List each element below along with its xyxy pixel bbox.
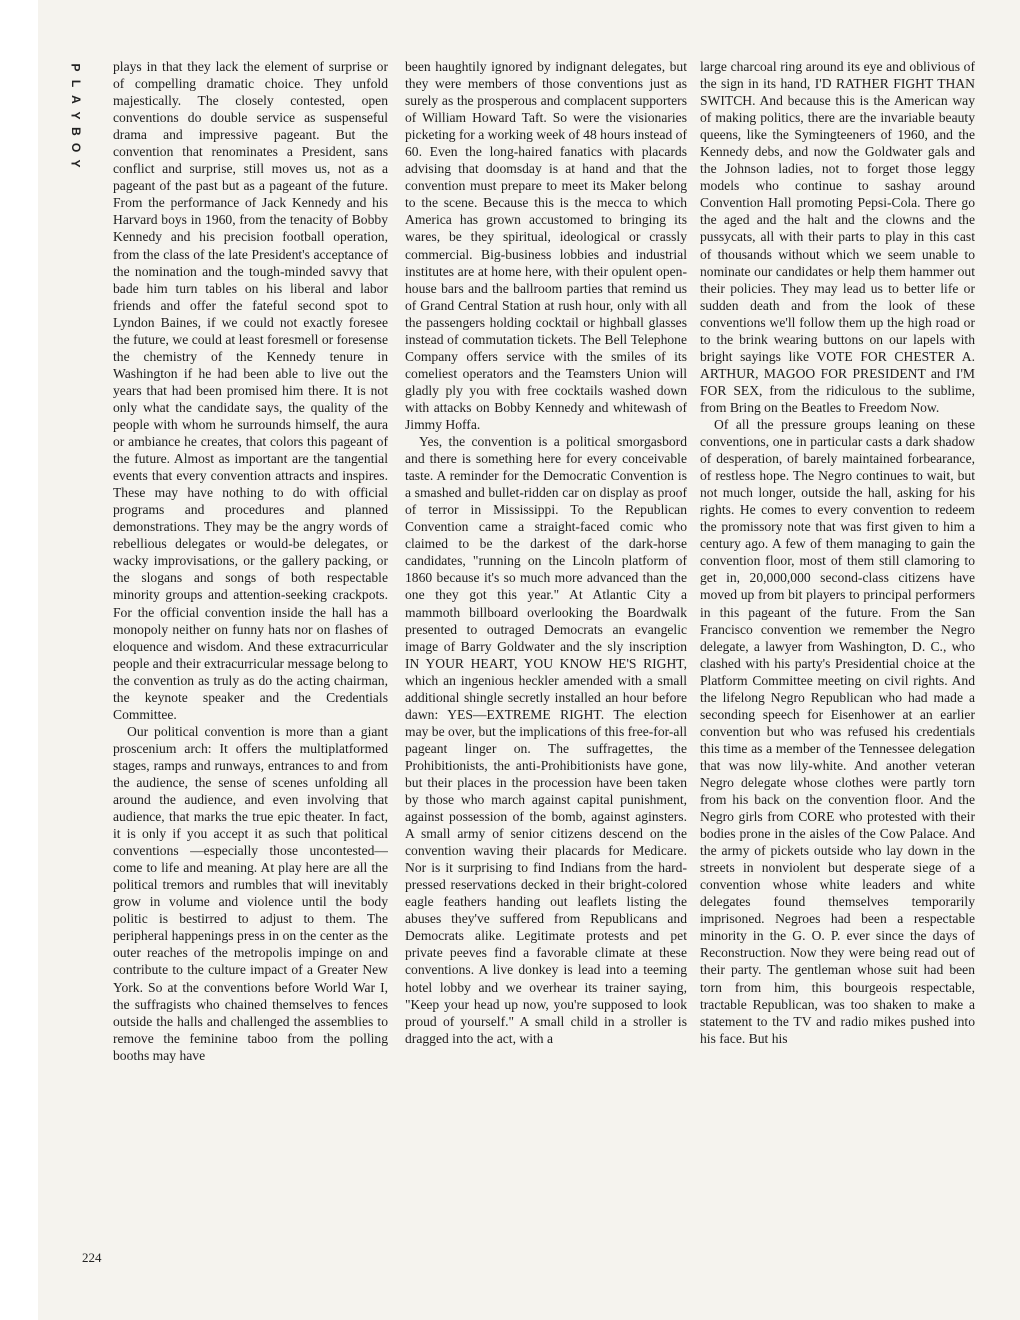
text-column-3 xyxy=(700,58,975,1280)
masthead-letter: A xyxy=(68,95,83,105)
paragraph: large charcoal ring around its eye and oblivious of the sign in its hand, I'D RATHER FIGHT THAN SWITCH. And because this is the American way of making politics, there are the invariable beauty queens, like the Symingteeners of 1960, and the Kennedy debs, and now the Goldwater gals and the Johnson ladies, not to forget those leggy models who continue to sashay around Convention Hall promoting Pepsi-Cola. There go the aged and the halt and the clowns and the pussycats, all with their parts to play in this cast of thousands without which we seem unable to nominate our candidates or help them hammer out their policies. They may lead us to better life or sudden death and from the look of these conventions we'll follow them up the high road or to the brink wearing buttons on our lapels with bright sayings like VOTE FOR CHESTER A. ARTHUR, MAGOO FOR PRESIDENT and I'M FOR SEX, from the ridiculous to the sublime, from Bring on the Beatles to Freedom Now. xyxy=(700,59,975,415)
paragraph: plays in that they lack the element of surprise or of compelling dramatic choice. They unfold majestically. The closely contested, open conventions do double service as suspenseful drama and impressive pageant. But the convention that renominates a President, sans conflict and surprise, still moves us, not as a pageant of the past but as a pageant of the future. From the performance of Jack Kennedy and his Harvard boys in 1960, from the tenacity of Bobby Kennedy and his precision football operation, from the class of the late President's acceptance of the nomination and the tough-minded savvy that bade him turn tables on his liberal and labor friends and offer the fateful second spot to Lyndon Baines, if we could not exactly foresee the future, we could at least foresmell or foresense the chemistry of the Kennedy tenure in Washington if he had been able to live out the years that had been promised him there. It is not only what the candidate says, the quality of the people with whom he surrounds himself, the aura or ambiance he creates, that colors this pageant of the future. Almost as important are the tangential events that every convention attracts and inspires. These may have nothing to do with official programs and procedures and planned demonstrations. They may be the angry words of rebellious delegates or would-be delegates, or wacky improvisations, or the gallery packing, or the slogans and songs of both respectable minority groups and attention-seeking crackpots. For the official convention inside the hall has a monopoly neither on funny hats nor on flashes of eloquence and wisdom. And these extracurricular people and their extracurricular message belong to the convention as truly as do the acting chairman, the keynote speaker and the Credentials Committee. xyxy=(113,59,388,722)
masthead-letter: Y xyxy=(68,111,83,121)
text-column-1 xyxy=(113,58,388,1280)
paragraph: Yes, the convention is a political smorgasbord and there is something here for every conceivable taste. A reminder for the Democratic Convention is a smashed and bullet-ridden car on display as proof of terror in Mississippi. To the Republican Convention came a straight-faced comic who claimed to be the darkest of the dark-horse candidates, "running on the Lincoln platform of 1860 because it's so much more advanced than the one they got this year." At Atlantic City a mammoth billboard overlooking the Boardwalk presented to outraged Democrats an evangelic image of Barry Goldwater and the sly inscription IN YOUR HEART, YOU KNOW HE'S RIGHT, which an ingenious heckler amended with a small additional shingle secretly installed an hour before dawn: YES—EXTREME RIGHT. The election may be over, but the implications of this free-for-all pageant linger on. The suffragettes, the Prohibitionists, the anti-Prohibitionists have gone, but their places in the procession have been taken by those who march against capital punishment, against possession of the bomb, against aginsters. A small army of senior citizens descend on the convention waving their placards for Medicare. Nor is it surprising to find Indians from the hard-pressed reservations decked in their bright-colored eagle feathers handing out leaflets listing the abuses they've suffered from Republicans and Democrats alike. Legitimate protests and pet private peeves find a favorable climate at these conventions. A live donkey is lead into a teeming hotel lobby and we overhear its trainer saying, "Keep your head up now, you're supposed to look proud of yourself." A small child in a stroller is dragged into the act, with a xyxy=(405,434,687,1046)
masthead-letter: O xyxy=(69,142,83,154)
masthead-letter: P xyxy=(68,63,83,73)
masthead-letter: Y xyxy=(68,159,83,169)
masthead-vertical xyxy=(62,60,90,172)
paragraph: Of all the pressure groups leaning on these conventions, one in particular casts a dark shadow of desperation, of barely maintained forbearance, of restless hope. The Negro continues to wait, but not much longer, outside the hall, asking for his rights. He comes to every convention to redeem the promissory note that was first given to him a century ago. A few of them managing to gain the convention floor, most of them still clamoring to get in, 20,000,000 second-class citizens have moved up from bit players to principal performers in this pageant of the future. From the San Francisco convention we remember the Negro delegate, a lawyer from Washington, D. C., who clashed with his party's Presidential choice at the Platform Committee meeting on civil rights. And the lifelong Negro Republican who had made a seconding speech for Eisenhower at an earlier convention but who was refused his credentials this time as a member of the Tennessee delegation that was now lily-white. And another veteran Negro delegate whose clothes were partly torn from his back on the convention floor. And the Negro girls from CORE who protested with their bodies prone in the aisles of the Cow Palace. And the army of pickets outside who lay down in the streets in nonviolent but desperate siege of a convention whose white leaders and white delegates found themselves temporarily imprisoned. Negroes had been a respectable minority in the G. O. P. ever since the days of Reconstruction. Now they were being read out of their party. The gentleman whose suit had been torn from him, this bourgeois respectable, tractable Republican, was too shaken to make a statement to the TV and radio mikes pushed into his face. But his xyxy=(700,416,975,1046)
paragraph: been haughtily ignored by indignant delegates, but they were members of those conventions just as surely as the prosperous and complacent supporters of William Howard Taft. So were the visionaries picketing for a working week of 48 hours instead of 60. Even the long-haired fanatics with placards advising that doomsday is at hand and that the convention must prepare to meet its Maker belong to the scene. Because this is the mecca to which America has grown accustomed to bringing its wares, be they spiritual, ideological or crassly commercial. Big-business lobbies and industrial institutes are at home here, with their opulent open-house bars and the ballroom parties that remind us of Grand Central Station at rush hour, only with all the passengers holding cocktail or highball glasses instead of commutation tickets. The Bell Telephone Company offers service with the smiles of its comeliest operators and the Teamsters Union will gladly ply you with free cocktails washed down with attacks on Bobby Kennedy and whitewash of Jimmy Hoffa. xyxy=(405,59,687,432)
masthead-letter: L xyxy=(69,79,83,89)
paragraph: Our political convention is more than a giant proscenium arch: It offers the multiplatformed stages, ramps and runways, entrances to and from the audience, the sense of scenes unfolding all around the audience, and even involving that audience, that marks the true epic theater. In fact, it is only if you accept it as such that political conventions —especially those uncontested—come to life and meaning. At play here are all the political tremors and rumbles that will inevitably grow in volume and violence until the body politic is bestirred to adjust to them. The peripheral happenings press in on the center as the outer reaches of the metropolis impinge on and contribute to the culture impact of a Greater New York. So at the conventions before World War I, the suffragists who chained themselves to fences outside the halls and challenged the assemblies to remove the feminine taboo from the polling booths may have xyxy=(113,723,388,1063)
page-number: 224 xyxy=(82,1250,102,1265)
text-column-2 xyxy=(405,58,687,1280)
page-edge xyxy=(0,0,38,1320)
masthead-letter: B xyxy=(68,127,83,137)
